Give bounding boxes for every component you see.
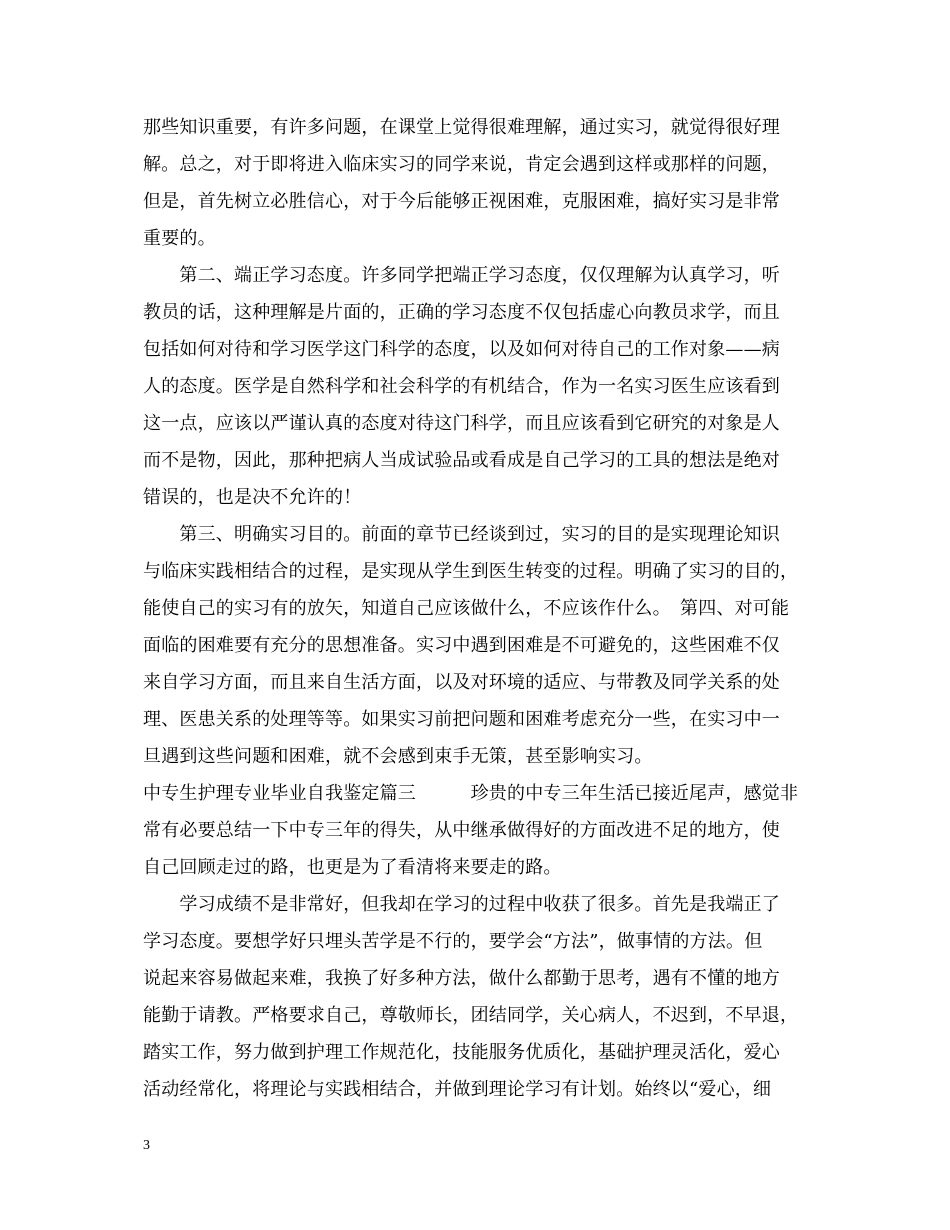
text-line: 包括如何对待和学习医学这门科学的态度，以及如何对待自己的工作对象——病 — [143, 339, 780, 360]
text-line: 旦遇到这些问题和困难，就不会感到束手无策，甚至影响实习。 — [143, 746, 653, 767]
text-line: 自己回顾走过的路，也更是为了看清将来要走的路。 — [143, 857, 562, 878]
text-line: 面临的困难要有充分的思想准备。实习中遇到困难是不可避免的，这些困难不仅 — [143, 635, 780, 656]
page-number: 3 — [143, 1138, 150, 1153]
section-heading-line: 中专生护理专业毕业自我鉴定篇三 珍贵的中专三年生活已接近尾声，感觉非 — [143, 783, 799, 804]
text-line: 能勤于请教。严格要求自己，尊敬师长，团结同学，关心病人，不迟到，不早退， — [143, 1005, 799, 1026]
text-line: 人的态度。医学是自然科学和社会科学的有机结合，作为一名实习医生应该看到 — [143, 376, 780, 397]
text-line: 说起来容易做起来难，我换了好多种方法，做什么都勤于思考，遇有不懂的地方 — [143, 968, 780, 989]
text-line: 解。总之，对于即将进入临床实习的同学来说，肯定会遇到这样或那样的问题， — [143, 154, 780, 175]
text-line: 这一点，应该以严谨认真的态度对待这门科学，而且应该看到它研究的对象是人 — [143, 413, 780, 434]
text-line: 理、医患关系的处理等等。如果实习前把问题和困难考虑充分一些，在实习中一 — [143, 709, 780, 730]
text-line: 但是，首先树立必胜信心，对于今后能够正视困难，克服困难，搞好实习是非常 — [143, 191, 780, 212]
paragraph-start-line: 第二、端正学习态度。许多同学把端正学习态度，仅仅理解为认真学习，听 — [143, 265, 780, 286]
text-line: 踏实工作，努力做到护理工作规范化，技能服务优质化，基础护理灵活化，爱心 — [143, 1042, 780, 1063]
text-line: 而不是物，因此，那种把病人当成试验品或看成是自己学习的工具的想法是绝对 — [143, 450, 780, 471]
text-line: 错误的，也是决不允许的！ — [143, 487, 362, 508]
text-line: 重要的。 — [143, 228, 216, 249]
paragraph-start-line: 第三、明确实习目的。前面的章节已经谈到过，实习的目的是实现理论知识 — [143, 524, 780, 545]
text-line: 学习态度。要想学好只埋头苦学是不行的，要学会“方法”，做事情的方法。但 — [143, 931, 763, 952]
text-line: 能使自己的实习有的放矢，知道自己应该做什么，不应该作什么。 第四、对可能 — [143, 598, 790, 619]
text-line: 常有必要总结一下中专三年的得失，从中继承做得好的方面改进不足的地方，使 — [143, 820, 780, 841]
text-line: 来自学习方面，而且来自生活方面，以及对环境的适应、与带教及同学关系的处 — [143, 672, 780, 693]
text-line: 活动经常化，将理论与实践相结合，并做到理论学习有计划。始终以“爱心，细 — [143, 1079, 772, 1100]
text-line: 那些知识重要，有许多问题，在课堂上觉得很难理解，通过实习，就觉得很好理 — [143, 117, 780, 138]
text-line: 与临床实践相结合的过程，是实现从学生到医生转变的过程。明确了实习的目的， — [143, 561, 799, 582]
paragraph-start-line: 学习成绩不是非常好，但我却在学习的过程中收获了很多。首先是我端正了 — [143, 894, 780, 915]
text-line: 教员的话，这种理解是片面的，正确的学习态度不仅包括虚心向教员求学，而且 — [143, 302, 780, 323]
